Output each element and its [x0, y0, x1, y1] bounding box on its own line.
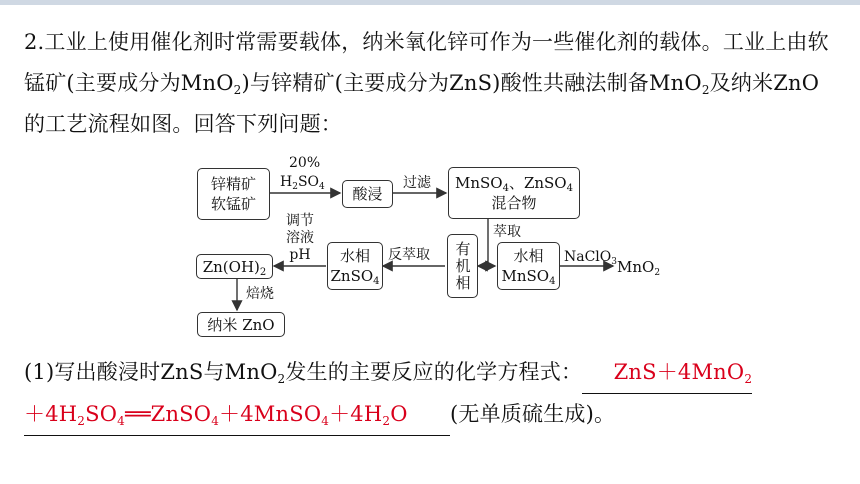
water-phase-zn-box [327, 242, 383, 290]
acid-h-sub: 2 [292, 182, 298, 192]
intro-text-3: 及纳米ZnO的工艺流程如图。回答下列问题： [24, 71, 820, 136]
q1-prefix-sub: 2 [277, 372, 286, 386]
answer-blank-2 [24, 394, 450, 436]
water-zn-line-1: 水相 [339, 247, 370, 265]
answer-2c-sub: 4 [211, 414, 220, 428]
mno2-product-sub: 2 [654, 268, 661, 278]
water-phase-mn-box [497, 242, 560, 290]
mixture-line-2: 混合物 [491, 194, 537, 212]
mixture-mnso-sub: 4 [502, 183, 509, 194]
mixture-mnso: MnSO [454, 174, 503, 192]
question-1-line-1 [24, 352, 836, 394]
intro-text-1: 2.工业上使用催化剂时常需要载体，纳米氧化锌可作为一些催化剂的载体。工业上由软锰矿(主要成分为MnO [24, 30, 829, 95]
water-mn-line-1: 水相 [513, 247, 544, 265]
answer-2d: ＋4MnSO [219, 402, 322, 426]
znoh-sub: 2 [259, 266, 267, 278]
acid-h: H [280, 174, 293, 190]
water-mn-formula: MnSO [501, 267, 550, 285]
answer-2d-sub: 4 [321, 414, 330, 428]
water-zn-line-2 [330, 266, 379, 286]
filter-label: 过滤 [403, 175, 431, 191]
naclo3-label [564, 249, 617, 265]
answer-2e-sub: 2 [382, 414, 391, 428]
adjust-ph-label [286, 213, 314, 264]
znoh2-box [196, 254, 273, 279]
intro-sub-2: 2 [701, 83, 710, 97]
question-1-line-2 [24, 394, 836, 436]
answer-2b-sub: 4 [117, 414, 125, 428]
water-zn-formula: ZnSO [330, 267, 374, 285]
acid-so-sub: 4 [319, 182, 325, 192]
q1-prefix: (1)写出酸浸时ZnS与MnO [24, 360, 278, 384]
mixture-znso-sub: 4 [566, 183, 573, 194]
calcine-label: 焙烧 [246, 286, 274, 302]
answer-part-1: ZnS＋4MnO [613, 360, 745, 384]
adjust-ph-line-2: 溶液 [286, 230, 314, 246]
ore-box [197, 168, 270, 220]
extract-label: 萃取 [493, 224, 521, 240]
answer-blank-1 [582, 352, 752, 394]
answer-2e: ＋4H [329, 402, 383, 426]
answer-2a: ＋4H [24, 402, 78, 426]
water-mn-sub: 4 [549, 276, 556, 287]
q1-suffix: (无单质硫生成)。 [450, 402, 616, 426]
intro-text-2: )与锌精矿(主要成分为ZnS)酸性共融法制备MnO [241, 71, 702, 95]
answer-2f: O [390, 402, 408, 426]
q1-mid: 发生的主要反应的化学方程式： [285, 360, 583, 384]
answer-2c: ══ZnSO [124, 402, 212, 426]
naclo-sub: 3 [611, 257, 617, 267]
answer-part-1-sub: 2 [744, 372, 753, 386]
water-mn-line-2 [502, 266, 556, 286]
answer-2a-sub: 2 [77, 414, 86, 428]
back-extract-label: 反萃取 [388, 247, 430, 263]
adjust-ph-line-3: pH [289, 247, 311, 263]
mixture-box [448, 167, 580, 219]
answer-2b: SO [85, 402, 118, 426]
acid-percent-label: 20% [289, 155, 321, 171]
ore-line-2: 软锰矿 [210, 195, 256, 213]
mixture-line-1 [455, 173, 573, 193]
mixture-znso: 、ZnSO [508, 174, 567, 192]
mno2-product: MnO [617, 258, 655, 276]
water-zn-sub: 4 [373, 276, 380, 287]
mno2-product-label [617, 258, 661, 278]
naclo: NaClO [564, 249, 612, 265]
znoh-formula: Zn(OH) [202, 257, 260, 276]
acid-formula-label [280, 174, 325, 190]
acid-so: SO [297, 174, 320, 190]
nano-zno-box: 纳米 ZnO [197, 312, 285, 337]
ore-line-1: 锌精矿 [210, 175, 256, 193]
acid-leach-box: 酸浸 [342, 180, 393, 208]
intro-sub-1: 2 [233, 83, 242, 97]
organic-phase-box: 有机相 [447, 234, 478, 298]
adjust-ph-line-1: 调节 [286, 213, 314, 229]
